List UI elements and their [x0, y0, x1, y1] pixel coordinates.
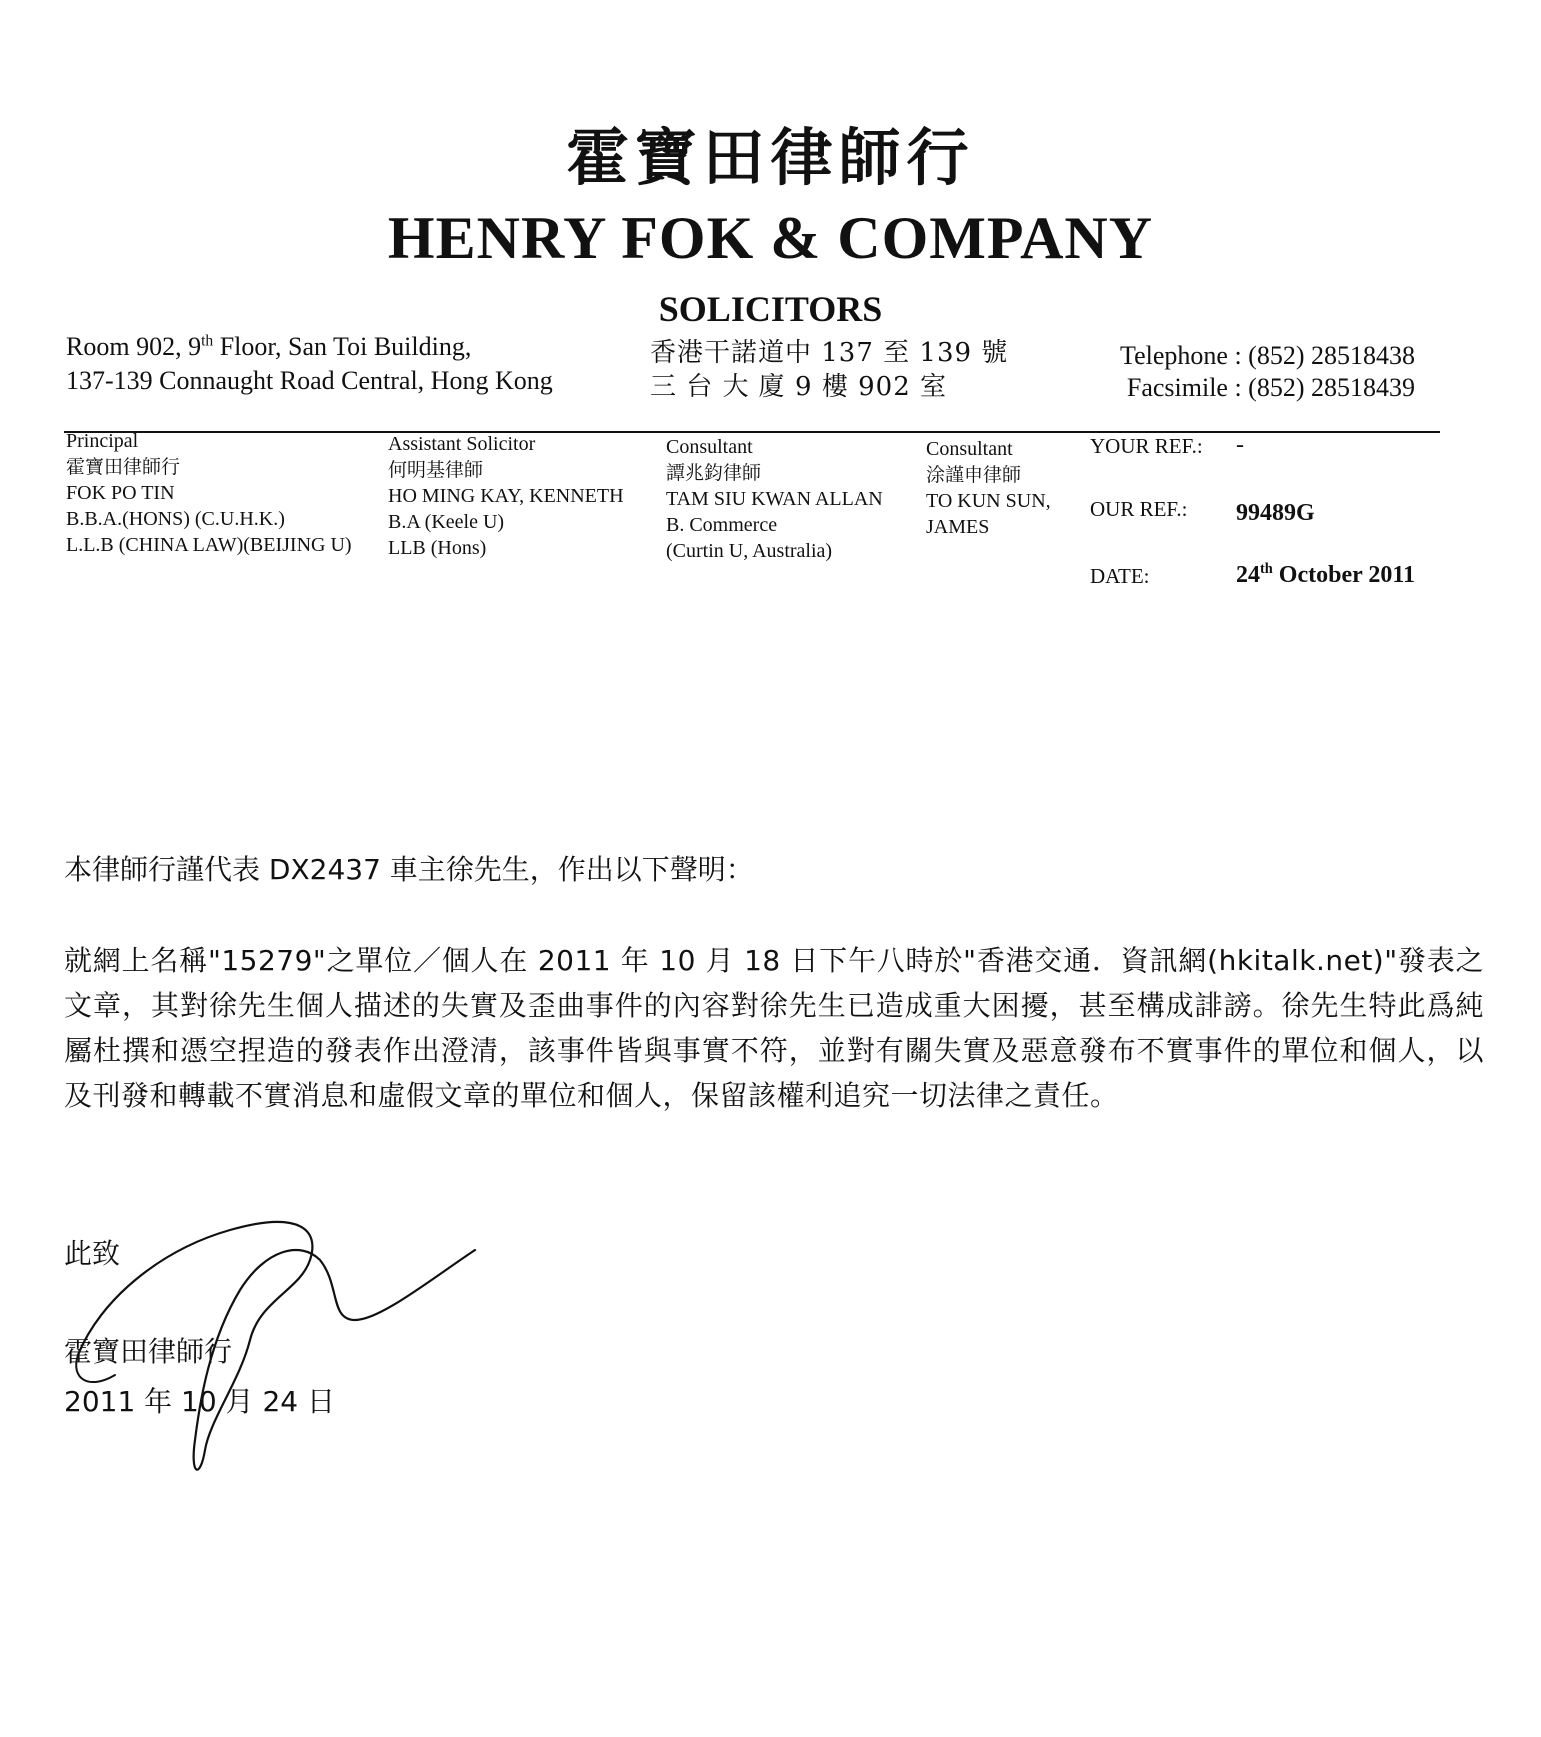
closing-signatory: 霍寶田律師行: [64, 1335, 233, 1368]
staff-qualification: B.A (Keele U): [388, 511, 505, 533]
staff-role: Principal: [66, 430, 139, 452]
your-ref-value: -: [1236, 432, 1244, 458]
staff-qualification: L.L.B (CHINA LAW)(BEIJING U): [66, 534, 352, 556]
staff-qualification: B.B.A.(HONS) (C.U.H.K.): [66, 508, 285, 530]
address-english: [66, 330, 553, 398]
handwritten-signature: [60, 1190, 480, 1490]
staff-name-cn: 何明基律師: [388, 459, 484, 481]
date-label: DATE:: [1090, 564, 1150, 588]
firm-name-chinese: 霍寶田律師行: [566, 121, 975, 194]
our-ref-label: OUR REF.:: [1090, 497, 1188, 521]
address-chinese: [650, 336, 1008, 404]
closing-salutation: 此致: [64, 1237, 121, 1270]
staff-consultant-to: [926, 436, 1051, 540]
address-english-line2: 137-139 Connaught Road Central, Hong Kong: [66, 366, 553, 395]
address-chinese-line1: 香港干諾道中 137 至 139 號: [650, 338, 1009, 368]
staff-qualification: JAMES: [926, 516, 990, 538]
staff-name-en: TAM SIU KWAN ALLAN: [666, 488, 883, 510]
firm-name-english: HENRY FOK & COMPANY: [387, 205, 1154, 271]
address-english-line1: Room 902, 9th Floor, San Toi Building,: [66, 332, 472, 361]
your-ref-label: YOUR REF.:: [1090, 434, 1203, 458]
staff-qualification: B. Commerce: [666, 514, 778, 536]
closing-date: 2011 年 10 月 24 日: [64, 1385, 336, 1418]
staff-assistant-solicitor: [388, 431, 624, 561]
telephone: Telephone : (852) 28518438: [1120, 341, 1415, 370]
staff-qualification: (Curtin U, Australia): [666, 540, 833, 562]
staff-name-en: FOK PO TIN: [66, 482, 175, 504]
staff-role: Consultant: [666, 436, 753, 458]
date-value: 24th October 2011: [1236, 561, 1416, 588]
facsimile: Facsimile : (852) 28518439: [1126, 373, 1415, 402]
address-chinese-line2: 三 台 大 廈 9 樓 902 室: [650, 372, 948, 402]
staff-qualification: LLB (Hons): [388, 537, 487, 559]
our-ref-value: 99489G: [1236, 500, 1315, 526]
statement-paragraph: 就網上名稱"15279"之單位／個人在 2011 年 10 月 18 日下午八時於"香港交通．資訊網(hkitalk.net)"發表之文章，其對徐先生個人描述的失實及歪曲事件的內容對徐先生已造成重大困擾，甚至構成誹謗。徐先生特此爲純屬杜撰和憑空捏造的發表作出澄清，該事件皆與事實不符，並對有關失實及惡意發布不實事件的單位和個人，以及刊發和轉載不實消息和虛假文章的單位和個人，保留該權利追究一切法律之責任。: [64, 944, 1484, 1112]
statement-intro: 本律師行謹代表 DX2437 車主徐先生，作出以下聲明：: [64, 853, 754, 886]
firm-role: SOLICITORS: [658, 289, 883, 329]
staff-name-cn: 霍寶田律師行: [66, 456, 181, 478]
staff-name-en: HO MING KAY, KENNETH: [388, 485, 624, 507]
staff-role: Consultant: [926, 438, 1013, 460]
staff-name-cn: 涂謹申律師: [926, 464, 1022, 486]
staff-name-cn: 譚兆鈞律師: [666, 462, 762, 484]
staff-role: Assistant Solicitor: [388, 433, 536, 455]
staff-name-en: TO KUN SUN,: [926, 490, 1051, 512]
staff-consultant-tam: [666, 434, 883, 564]
staff-principal: [66, 428, 352, 558]
contact-block: [1000, 340, 1415, 404]
